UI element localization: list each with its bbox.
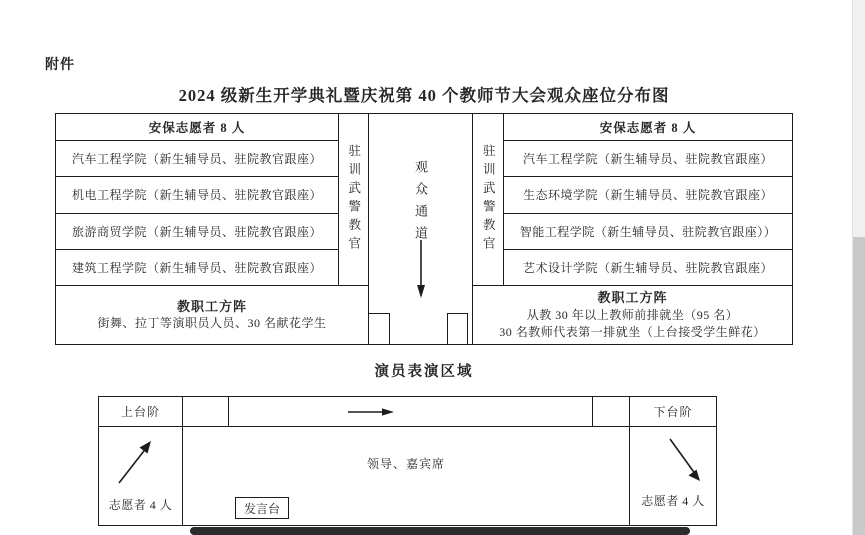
staff-formation-title: 教职工方阵 — [597, 290, 668, 306]
right-arrow-icon — [348, 406, 394, 418]
stage-spacer-cell — [183, 396, 229, 427]
security-header: 安保志愿者 8 人 — [599, 121, 697, 135]
up-right-arrow-icon — [113, 437, 157, 487]
right-guard-strip — [473, 113, 503, 285]
staff-formation-line: 30 名教师代表第一排就坐（上台接受学生鲜花） — [499, 324, 766, 339]
volunteers-left-cell — [98, 427, 183, 526]
vip-seats-label: 领导、嘉宾席 — [366, 457, 445, 471]
down-arrow-icon — [414, 240, 428, 298]
left-seating-block — [55, 113, 339, 285]
guard-strip-label: 驻训武警教官 — [346, 144, 361, 255]
podium-label: 发言台 — [243, 501, 280, 516]
volunteers-label: 志愿者 4 人 — [641, 494, 705, 508]
performance-area-label: 演员表演区域 — [374, 364, 474, 380]
college-row: 机电工程学院（新生辅导员、驻院教官跟座） — [56, 176, 338, 212]
college-row: 汽车工程学院（新生辅导员、驻院教官跟座） — [56, 140, 338, 176]
college-row: 智能工程学院（新生辅导员、驻院教官跟座）） — [504, 213, 792, 249]
aisle-step-left — [369, 313, 390, 344]
right-seating-block — [503, 113, 793, 285]
staff-formation-right — [473, 285, 793, 345]
left-guard-strip — [339, 113, 368, 285]
stage-spacer-cell — [593, 396, 630, 427]
stairs-down-cell: 下台阶 — [630, 396, 717, 427]
scrollbar-thumb[interactable] — [853, 237, 865, 535]
page-title: 2024 级新生开学典礼暨庆祝第 40 个教师节大会观众座位分布图 — [178, 86, 670, 105]
vip-seating-cell — [183, 427, 630, 526]
security-header: 安保志愿者 8 人 — [148, 121, 246, 135]
college-row: 艺术设计学院（新生辅导员、驻院教官跟座） — [504, 249, 792, 285]
stage-diagram — [98, 396, 717, 526]
aisle-step-right — [447, 313, 468, 344]
staff-formation-line: 从教 30 年以上教师前排就坐（95 名） — [526, 307, 739, 322]
guard-strip-label: 驻训武警教官 — [481, 144, 496, 255]
attachment-label: 附件 — [45, 58, 75, 73]
seating-diagram — [55, 113, 793, 345]
college-row: 旅游商贸学院（新生辅导员、驻院教官跟座） — [56, 213, 338, 249]
college-row: 汽车工程学院（新生辅导员、驻院教官跟座） — [504, 140, 792, 176]
down-right-arrow-icon — [666, 435, 706, 485]
college-row: 生态环境学院（新生辅导员、驻院教官跟座） — [504, 176, 792, 212]
college-row: 建筑工程学院（新生辅导员、驻院教官跟座） — [56, 249, 338, 285]
audience-aisle — [368, 113, 473, 345]
volunteers-right-cell — [630, 427, 717, 526]
stage-runway-cell — [229, 396, 593, 427]
staff-formation-line: 街舞、拉丁等演职员人员、30 名献花学生 — [97, 316, 327, 331]
scrollbar-track[interactable] — [852, 0, 865, 535]
stairs-up-cell: 上台阶 — [98, 396, 183, 427]
volunteers-label: 志愿者 4 人 — [108, 498, 173, 512]
bottom-edge-bar — [190, 527, 690, 535]
podium-box — [235, 497, 289, 519]
staff-formation-left — [55, 285, 368, 345]
aisle-label: 观众通道 — [413, 160, 428, 248]
staff-formation-title: 教职工方阵 — [176, 298, 247, 314]
